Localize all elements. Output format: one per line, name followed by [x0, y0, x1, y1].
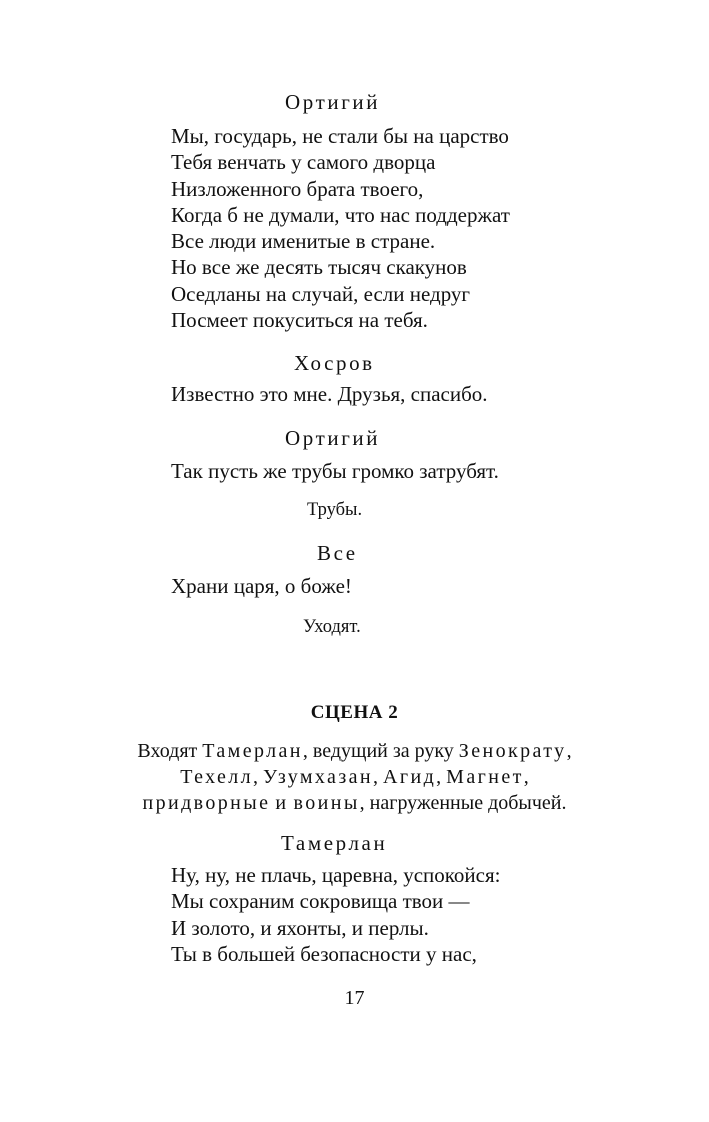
character-name: придворные [142, 792, 271, 814]
verse-line: Храни царя, о боже! [171, 574, 352, 598]
verse-all [171, 573, 352, 599]
verse-line: Так пусть же трубы громко затрубят. [171, 459, 499, 483]
verse-line: Тебя венчать у самого дворца [171, 150, 436, 175]
stage-text: , [373, 766, 384, 788]
stage-direction-trumpets: Трубы. [307, 500, 363, 520]
verse-ortigiy-1 [171, 123, 510, 333]
speaker-khosrov: Хосров [294, 351, 375, 375]
stage-direction-line-3 [0, 790, 709, 816]
verse-line: Известно это мне. Друзья, спасибо. [171, 382, 488, 406]
stage-text: , [436, 766, 447, 788]
verse-tamerlan [171, 862, 500, 967]
verse-khosrov [171, 381, 488, 407]
verse-line: Мы сохраним сокровища твои — [171, 889, 470, 914]
verse-line: И золото, и яхонты, и перлы. [171, 915, 429, 940]
speaker-all: Все [317, 541, 358, 565]
character-name: Магнет [446, 766, 524, 788]
stage-direction-exit: Уходят. [303, 617, 361, 637]
scene-stage-direction [0, 738, 709, 816]
character-name: Агид [383, 766, 437, 788]
verse-line: Когда б не думали, что нас поддержат [171, 202, 510, 227]
speaker-ortigiy: Ортигий [285, 90, 381, 114]
stage-text: , [253, 766, 264, 788]
page-number: 17 [344, 987, 365, 1009]
stage-text: , [566, 740, 572, 762]
verse-line: Но все же десять тысяч скакунов [171, 255, 467, 280]
stage-text: , нагруженные добычей. [359, 792, 567, 814]
verse-line: Посмеет покуситься на тебя. [171, 308, 428, 333]
scene-title: СЦЕНА 2 [310, 702, 399, 723]
speaker-tamerlan: Тамерлан [281, 831, 388, 855]
stage-direction-line-1 [0, 738, 709, 764]
verse-line: Ну, ну, не плачь, царевна, успокойся: [171, 863, 501, 887]
verse-line: Ты в большей безопасности у нас, [171, 941, 477, 966]
character-name: и [275, 792, 289, 814]
speaker-ortigiy-2: Ортигий [285, 426, 381, 450]
stage-text: Входят [137, 740, 203, 762]
character-name: Узумхазан [263, 766, 374, 788]
verse-line: Оседланы на случай, если недруг [171, 281, 471, 306]
character-name: Техелл [180, 766, 254, 788]
character-name: воины [293, 792, 360, 814]
stage-text: , ведущий за руку [302, 740, 459, 762]
verse-line: Мы, государь, не стали бы на царство [171, 124, 509, 148]
character-name: Зенократу [458, 740, 567, 762]
stage-direction-line-2 [0, 764, 709, 790]
character-name: Тамерлан [202, 740, 303, 762]
verse-line: Низложенного брата твоего, [171, 176, 424, 201]
verse-line: Все люди именитые в стране. [171, 229, 436, 254]
stage-text: , [523, 766, 529, 788]
verse-ortigiy-2 [171, 458, 499, 484]
